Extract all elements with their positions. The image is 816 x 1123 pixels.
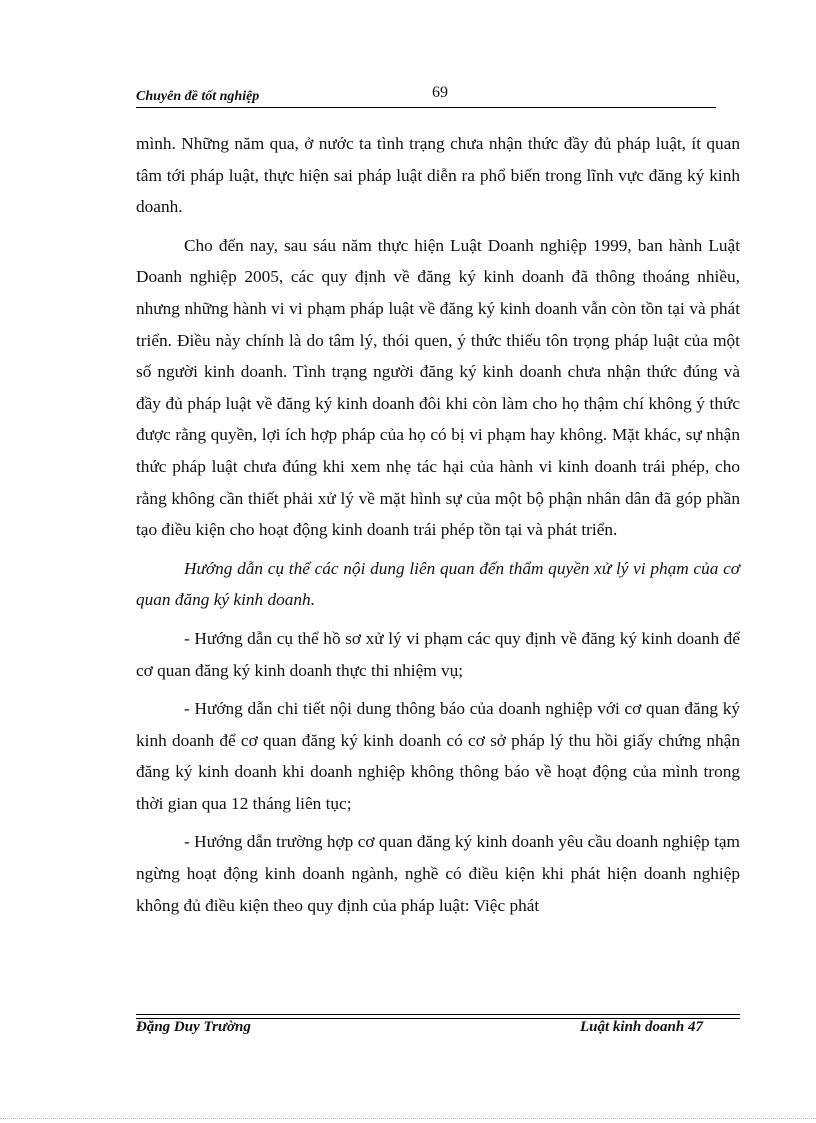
paragraph-continuation: mình. Những năm qua, ở nước ta tình trạng chưa nhận thức đầy đủ pháp luật, ít quan tâm tới pháp luật, thực hiện sai pháp luật diễn ra phổ biến trong lĩnh vực đăng ký kinh doanh. <box>136 134 740 217</box>
paragraph-legal-awareness: Cho đến nay, sau sáu năm thực hiện Luật Doanh nghiệp 1999, ban hành Luật Doanh nghiệp 2005, các quy định về đăng ký kinh doanh đã thông thoáng nhiều, nhưng những hành vi vi phạm pháp luật về đăng ký kinh doanh vẫn còn tồn tại và phát triển. Điều này chính là do tâm lý, thói quen, ý thức thiếu tôn trọng pháp luật của một số người kinh doanh. Tình trạng người đăng ký kinh doanh chưa nhận thức đúng và đầy đủ pháp luật về đăng ký kinh doanh đôi khi còn làm cho họ thậm chí không ý thức được rằng quyền, lợi ích hợp pháp của họ có bị vi phạm hay không. Mặt khác, sự nhận thức pháp luật chưa đúng khi xem nhẹ tác hại của hành vi kinh doanh trái phép, cho rằng không cần thiết phải xử lý về mặt hình sự của một bộ phận nhân dân đã góp phần tạo điều kiện cho hoạt động kinh doanh trái phép tồn tại và phát triển. <box>136 235 740 540</box>
list-item-dossier: - Hướng dẫn cụ thể hồ sơ xử lý vi phạm các quy định về đăng ký kinh doanh để cơ quan đăng ký kinh doanh thực thi nhiệm vụ; <box>136 628 740 680</box>
body-text <box>136 128 740 928</box>
page-bottom-dotted-edge <box>0 1118 816 1119</box>
page-header <box>136 84 716 108</box>
footer-divider-thick <box>136 1014 740 1015</box>
paragraph-guidance-heading: Hướng dẫn cụ thể các nội dung liên quan đến thẩm quyền xử lý vi phạm của cơ quan đăng ký kinh doanh. <box>136 558 740 610</box>
header-title: Chuyên đề tốt nghiệp <box>136 89 260 104</box>
page-number: 69 <box>432 84 448 101</box>
footer-class: Luật kinh doanh 47 <box>580 1019 703 1035</box>
list-item-notification: - Hướng dẫn chi tiết nội dung thông báo của doanh nghiệp với cơ quan đăng ký kinh doanh để cơ quan đăng ký kinh doanh có cơ sở pháp lý thu hồi giấy chứng nhận đăng ký kinh doanh khi doanh nghiệp không thông báo về hoạt động của mình trong thời gian qua 12 tháng liên tục; <box>136 699 740 813</box>
footer-author: Đặng Duy Trường <box>136 1019 251 1035</box>
list-item-suspension: - Hướng dẫn trường hợp cơ quan đăng ký kinh doanh yêu cầu doanh nghiệp tạm ngừng hoạt động kinh doanh ngành, nghề có điều kiện khi phát hiện doanh nghiệp không đủ điều kiện theo quy định của pháp luật: Việc phát <box>136 832 740 915</box>
